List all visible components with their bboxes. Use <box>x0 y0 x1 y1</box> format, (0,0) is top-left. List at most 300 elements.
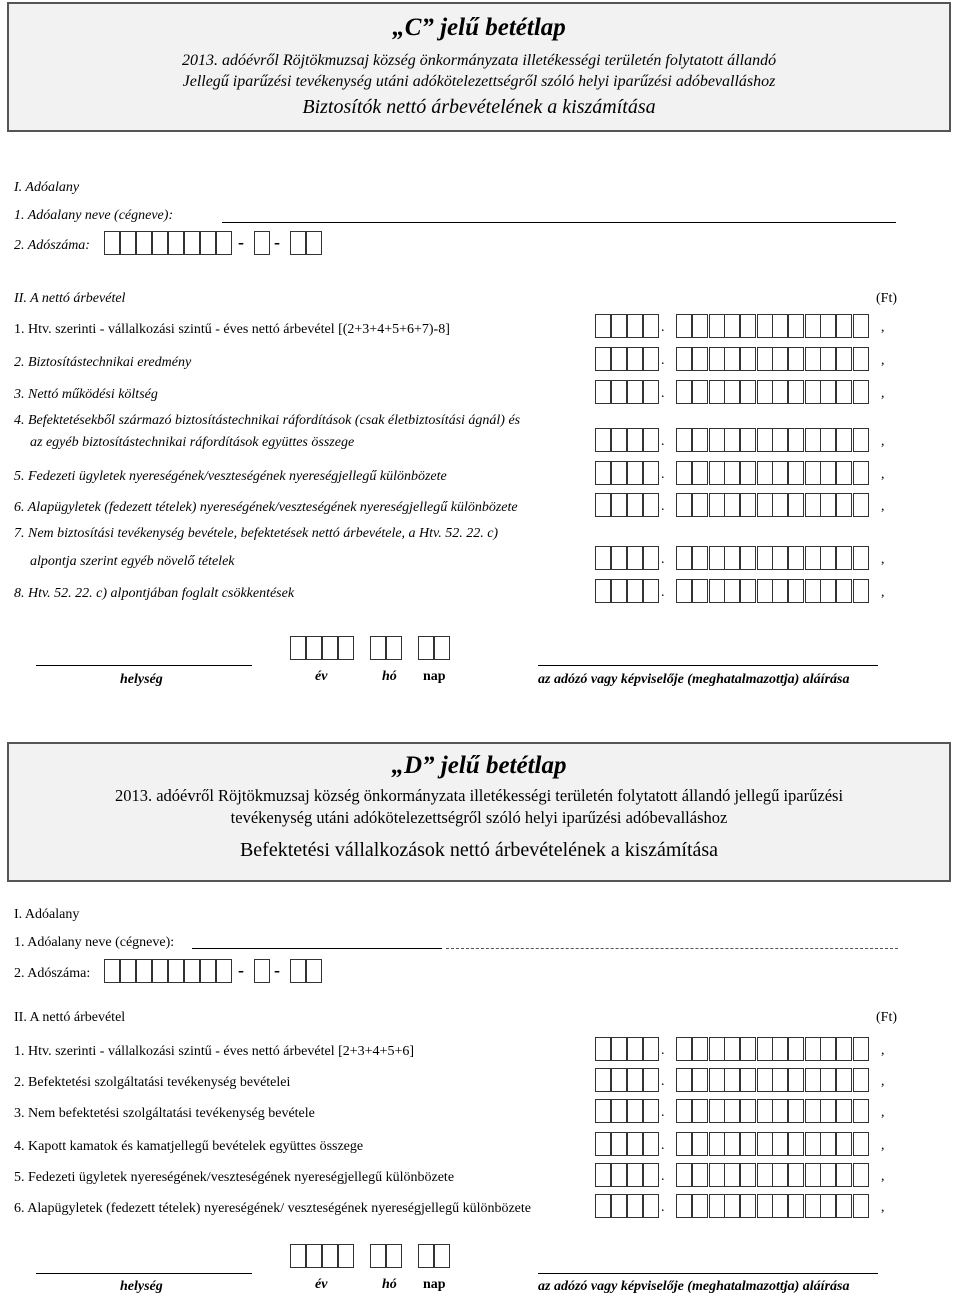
digit-box[interactable] <box>820 314 836 338</box>
digit-box[interactable] <box>676 1132 692 1156</box>
digit-box[interactable] <box>853 1068 869 1092</box>
title-d: „D” jelű betétlap <box>391 752 567 779</box>
digit-box[interactable] <box>627 1037 643 1061</box>
tax-dash: - <box>274 232 280 252</box>
digit-box[interactable] <box>740 1099 756 1123</box>
tax-digit-box[interactable] <box>216 231 232 255</box>
digit-box[interactable] <box>595 1163 611 1187</box>
digit-box[interactable] <box>676 347 692 371</box>
digit-box[interactable] <box>595 1194 611 1218</box>
digit-box[interactable] <box>836 428 852 452</box>
digit-box[interactable] <box>627 1194 643 1218</box>
digit-box[interactable] <box>820 380 836 404</box>
tax-digit-box[interactable] <box>184 231 200 255</box>
digit-box[interactable] <box>709 1037 725 1061</box>
row-label-d: 6. Alapügyletek (fedezett tételek) nyereségének/ veszteségének nyereségjellegű különbözete <box>14 1201 531 1216</box>
place-field-c[interactable] <box>36 665 252 666</box>
digit-box[interactable] <box>611 1068 627 1092</box>
digit-box[interactable] <box>595 347 611 371</box>
day-label-c: nap <box>423 669 446 684</box>
day-box[interactable] <box>418 636 434 660</box>
digit-box[interactable] <box>836 347 852 371</box>
digit-box[interactable] <box>709 579 725 603</box>
signature-field-d[interactable] <box>538 1273 878 1274</box>
digit-box[interactable] <box>643 579 659 603</box>
digit-box[interactable] <box>611 1037 627 1061</box>
digit-box[interactable] <box>740 1194 756 1218</box>
tax-dash: - <box>238 232 244 252</box>
tax-dash: - <box>274 960 280 980</box>
digit-box[interactable] <box>709 380 725 404</box>
digit-box[interactable] <box>692 428 708 452</box>
digit-box[interactable] <box>757 579 773 603</box>
digit-box[interactable] <box>820 579 836 603</box>
digit-box[interactable] <box>643 461 659 485</box>
digit-box[interactable] <box>676 493 692 517</box>
digit-box[interactable] <box>820 493 836 517</box>
tax-digit-box[interactable] <box>306 231 322 255</box>
digit-box[interactable] <box>772 461 788 485</box>
digit-box[interactable] <box>709 347 725 371</box>
digit-box[interactable] <box>627 579 643 603</box>
digit-box[interactable] <box>595 546 611 570</box>
digit-box[interactable] <box>788 347 804 371</box>
tax-digit-box[interactable] <box>200 231 216 255</box>
digit-box[interactable] <box>676 546 692 570</box>
year-box[interactable] <box>306 636 322 660</box>
digit-box[interactable] <box>709 461 725 485</box>
digit-box[interactable] <box>643 1068 659 1092</box>
digit-box[interactable] <box>627 461 643 485</box>
digit-box[interactable] <box>627 1132 643 1156</box>
place-field-d[interactable] <box>36 1273 252 1274</box>
digit-box[interactable] <box>853 461 869 485</box>
digit-box[interactable] <box>805 493 821 517</box>
digit-box[interactable] <box>853 1194 869 1218</box>
digit-box[interactable] <box>757 380 773 404</box>
digit-box[interactable] <box>805 1037 821 1061</box>
digit-box[interactable] <box>836 579 852 603</box>
digit-box[interactable] <box>757 347 773 371</box>
row-label-c: az egyéb biztosítástechnikai ráfordítások együttes összege <box>30 435 355 450</box>
digit-box[interactable] <box>772 546 788 570</box>
digit-box[interactable] <box>740 461 756 485</box>
digit-box[interactable] <box>595 493 611 517</box>
digit-box[interactable] <box>643 1132 659 1156</box>
digit-box[interactable] <box>692 493 708 517</box>
digit-box[interactable] <box>676 1194 692 1218</box>
row-label-c: 5. Fedezeti ügyletek nyereségének/veszteségének nyereségjellegű különbözete <box>14 469 447 484</box>
digit-box[interactable] <box>627 493 643 517</box>
digit-box[interactable] <box>611 347 627 371</box>
digit-box[interactable] <box>836 1163 852 1187</box>
digit-box[interactable] <box>836 461 852 485</box>
digit-box[interactable] <box>724 546 740 570</box>
digit-box[interactable] <box>757 1068 773 1092</box>
digit-box[interactable] <box>692 1099 708 1123</box>
signature-label-c: az adózó vagy képviselője (meghatalmazottja) aláírása <box>538 672 850 687</box>
row-label-c: 3. Nettó működési költség <box>14 387 158 402</box>
comma-separator: , <box>881 1043 885 1058</box>
tax-digit-box[interactable] <box>290 231 306 255</box>
digit-box[interactable] <box>627 546 643 570</box>
name-field-c[interactable] <box>222 222 896 223</box>
digit-box[interactable] <box>805 1099 821 1123</box>
digit-box[interactable] <box>611 1163 627 1187</box>
digit-box[interactable] <box>724 461 740 485</box>
digit-box[interactable] <box>724 428 740 452</box>
digit-box[interactable] <box>820 1132 836 1156</box>
digit-box[interactable] <box>788 1132 804 1156</box>
digit-box[interactable] <box>788 493 804 517</box>
tax-digit-box[interactable] <box>104 959 120 983</box>
year-box[interactable] <box>306 1244 322 1268</box>
digit-box[interactable] <box>627 1068 643 1092</box>
digit-box[interactable] <box>805 579 821 603</box>
digit-box[interactable] <box>836 1194 852 1218</box>
digit-box[interactable] <box>692 1163 708 1187</box>
digit-box[interactable] <box>820 347 836 371</box>
digit-box[interactable] <box>611 428 627 452</box>
month-box[interactable] <box>370 1244 386 1268</box>
digit-box[interactable] <box>692 1037 708 1061</box>
digit-box[interactable] <box>692 314 708 338</box>
digit-box[interactable] <box>740 493 756 517</box>
digit-box[interactable] <box>611 579 627 603</box>
year-box[interactable] <box>338 1244 354 1268</box>
tax-digit-box[interactable] <box>254 959 270 983</box>
digit-box[interactable] <box>709 1132 725 1156</box>
digit-box[interactable] <box>757 493 773 517</box>
digit-box[interactable] <box>676 1037 692 1061</box>
dot-separator: . <box>661 499 665 514</box>
digit-box[interactable] <box>643 314 659 338</box>
digit-box[interactable] <box>772 314 788 338</box>
digit-box[interactable] <box>772 1037 788 1061</box>
digit-box[interactable] <box>595 579 611 603</box>
digit-box[interactable] <box>820 428 836 452</box>
digit-box[interactable] <box>611 546 627 570</box>
digit-box[interactable] <box>740 380 756 404</box>
digit-box[interactable] <box>836 1037 852 1061</box>
signature-label-d: az adózó vagy képviselője (meghatalmazottja) aláírása <box>538 1279 850 1294</box>
digit-box[interactable] <box>772 1163 788 1187</box>
digit-box[interactable] <box>595 1037 611 1061</box>
digit-box[interactable] <box>757 461 773 485</box>
digit-box[interactable] <box>643 1194 659 1218</box>
digit-box[interactable] <box>788 1163 804 1187</box>
digit-box[interactable] <box>853 493 869 517</box>
year-box[interactable] <box>290 636 306 660</box>
digit-box[interactable] <box>788 546 804 570</box>
digit-box[interactable] <box>772 1132 788 1156</box>
digit-box[interactable] <box>643 493 659 517</box>
digit-box[interactable] <box>805 1132 821 1156</box>
digit-box[interactable] <box>805 428 821 452</box>
place-label-d: helység <box>120 1279 163 1294</box>
digit-box[interactable] <box>740 579 756 603</box>
digit-box[interactable] <box>853 1099 869 1123</box>
name-field-d[interactable] <box>192 948 442 949</box>
digit-box[interactable] <box>692 1132 708 1156</box>
digit-box[interactable] <box>676 461 692 485</box>
digit-box[interactable] <box>820 461 836 485</box>
digit-box[interactable] <box>820 1068 836 1092</box>
digit-box[interactable] <box>836 1068 852 1092</box>
digit-box[interactable] <box>836 546 852 570</box>
year-box[interactable] <box>322 1244 338 1268</box>
tax-digit-box[interactable] <box>136 959 152 983</box>
digit-box[interactable] <box>772 1099 788 1123</box>
digit-box[interactable] <box>788 428 804 452</box>
digit-box[interactable] <box>692 1194 708 1218</box>
digit-box[interactable] <box>724 493 740 517</box>
digit-box[interactable] <box>788 1194 804 1218</box>
name-label-c: 1. Adóalany neve (cégneve): <box>14 208 174 223</box>
digit-box[interactable] <box>772 1194 788 1218</box>
year-label-d: év <box>315 1277 328 1292</box>
tax-digit-box[interactable] <box>216 959 232 983</box>
digit-box[interactable] <box>676 579 692 603</box>
day-box[interactable] <box>434 636 450 660</box>
digit-box[interactable] <box>853 1163 869 1187</box>
year-box[interactable] <box>322 636 338 660</box>
digit-box[interactable] <box>692 579 708 603</box>
digit-box[interactable] <box>805 1194 821 1218</box>
dot-separator: . <box>661 1169 665 1184</box>
digit-box[interactable] <box>627 347 643 371</box>
digit-box[interactable] <box>611 1099 627 1123</box>
digit-box[interactable] <box>805 380 821 404</box>
digit-box[interactable] <box>643 380 659 404</box>
digit-box[interactable] <box>836 314 852 338</box>
digit-box[interactable] <box>643 1163 659 1187</box>
digit-box[interactable] <box>820 1194 836 1218</box>
digit-box[interactable] <box>805 314 821 338</box>
tax-digit-box[interactable] <box>168 231 184 255</box>
dot-separator: . <box>661 1105 665 1120</box>
tax-digit-box[interactable] <box>152 959 168 983</box>
digit-box[interactable] <box>643 546 659 570</box>
header-line1-c: 2013. adóévről Röjtökmuzsaj község önkormányzata illetékességi területén folytatott állandó <box>181 52 777 69</box>
digit-box[interactable] <box>772 1068 788 1092</box>
digit-box[interactable] <box>740 314 756 338</box>
digit-box[interactable] <box>595 1068 611 1092</box>
day-box[interactable] <box>434 1244 450 1268</box>
digit-box[interactable] <box>788 1068 804 1092</box>
digit-box[interactable] <box>611 493 627 517</box>
digit-box[interactable] <box>853 314 869 338</box>
digit-box[interactable] <box>805 1163 821 1187</box>
name-label-d: 1. Adóalany neve (cégneve): <box>14 935 175 950</box>
digit-box[interactable] <box>788 314 804 338</box>
tax-label-d: 2. Adószáma: <box>14 966 91 981</box>
digit-box[interactable] <box>611 380 627 404</box>
dot-separator: . <box>661 320 665 335</box>
digit-box[interactable] <box>709 428 725 452</box>
digit-box[interactable] <box>853 579 869 603</box>
digit-box[interactable] <box>643 347 659 371</box>
digit-box[interactable] <box>611 314 627 338</box>
digit-box[interactable] <box>836 380 852 404</box>
digit-box[interactable] <box>740 428 756 452</box>
digit-box[interactable] <box>643 428 659 452</box>
digit-box[interactable] <box>611 461 627 485</box>
digit-box[interactable] <box>627 1099 643 1123</box>
digit-box[interactable] <box>709 314 725 338</box>
digit-box[interactable] <box>820 1037 836 1061</box>
digit-box[interactable] <box>820 1163 836 1187</box>
digit-box[interactable] <box>724 1099 740 1123</box>
digit-box[interactable] <box>692 380 708 404</box>
digit-box[interactable] <box>805 1068 821 1092</box>
digit-box[interactable] <box>772 347 788 371</box>
digit-box[interactable] <box>627 428 643 452</box>
digit-box[interactable] <box>627 314 643 338</box>
digit-box[interactable] <box>820 546 836 570</box>
tax-digit-box[interactable] <box>152 231 168 255</box>
digit-box[interactable] <box>627 380 643 404</box>
digit-box[interactable] <box>788 579 804 603</box>
digit-box[interactable] <box>676 314 692 338</box>
digit-box[interactable] <box>724 1194 740 1218</box>
digit-box[interactable] <box>595 461 611 485</box>
digit-box[interactable] <box>836 493 852 517</box>
digit-box[interactable] <box>853 1132 869 1156</box>
digit-box[interactable] <box>692 546 708 570</box>
digit-box[interactable] <box>788 461 804 485</box>
digit-box[interactable] <box>820 1099 836 1123</box>
digit-box[interactable] <box>853 428 869 452</box>
digit-box[interactable] <box>595 428 611 452</box>
digit-box[interactable] <box>772 493 788 517</box>
digit-box[interactable] <box>757 1037 773 1061</box>
digit-box[interactable] <box>853 546 869 570</box>
digit-box[interactable] <box>757 1099 773 1123</box>
digit-box[interactable] <box>643 1099 659 1123</box>
digit-box[interactable] <box>788 1037 804 1061</box>
digit-box[interactable] <box>740 1132 756 1156</box>
digit-box[interactable] <box>709 546 725 570</box>
digit-box[interactable] <box>611 1194 627 1218</box>
digit-box[interactable] <box>772 380 788 404</box>
digit-box[interactable] <box>709 1194 725 1218</box>
month-box[interactable] <box>370 636 386 660</box>
tax-digit-box[interactable] <box>136 231 152 255</box>
tax-digit-box[interactable] <box>104 231 120 255</box>
name-field-d-extra[interactable] <box>446 948 898 949</box>
digit-box[interactable] <box>676 1068 692 1092</box>
day-box[interactable] <box>418 1244 434 1268</box>
digit-box[interactable] <box>595 314 611 338</box>
signature-field-c[interactable] <box>538 665 878 666</box>
tax-digit-box[interactable] <box>200 959 216 983</box>
digit-box[interactable] <box>724 1037 740 1061</box>
digit-box[interactable] <box>805 461 821 485</box>
digit-box[interactable] <box>676 428 692 452</box>
digit-box[interactable] <box>740 546 756 570</box>
digit-box[interactable] <box>788 380 804 404</box>
row-label-d: 1. Htv. szerinti - vállalkozási szintű - éves nettó árbevétel [2+3+4+5+6] <box>14 1044 414 1059</box>
dot-separator: . <box>661 386 665 401</box>
digit-box[interactable] <box>724 1068 740 1092</box>
digit-box[interactable] <box>772 579 788 603</box>
digit-box[interactable] <box>709 1099 725 1123</box>
digit-box[interactable] <box>757 1194 773 1218</box>
month-box[interactable] <box>386 636 402 660</box>
comma-separator: , <box>881 585 885 600</box>
tax-digit-box[interactable] <box>306 959 322 983</box>
tax-digit-box[interactable] <box>120 959 136 983</box>
digit-box[interactable] <box>676 1099 692 1123</box>
digit-box[interactable] <box>836 1099 852 1123</box>
digit-box[interactable] <box>724 380 740 404</box>
digit-box[interactable] <box>740 347 756 371</box>
digit-box[interactable] <box>757 1132 773 1156</box>
digit-box[interactable] <box>853 1037 869 1061</box>
digit-box[interactable] <box>836 1132 852 1156</box>
digit-box[interactable] <box>724 347 740 371</box>
digit-box[interactable] <box>740 1068 756 1092</box>
digit-box[interactable] <box>853 347 869 371</box>
year-box[interactable] <box>338 636 354 660</box>
unit-label-d: (Ft) <box>876 1010 897 1025</box>
digit-box[interactable] <box>676 1163 692 1187</box>
tax-digit-box[interactable] <box>120 231 136 255</box>
digit-box[interactable] <box>757 314 773 338</box>
digit-box[interactable] <box>724 579 740 603</box>
digit-box[interactable] <box>724 1132 740 1156</box>
dot-separator: . <box>661 1074 665 1089</box>
digit-box[interactable] <box>757 1163 773 1187</box>
digit-box[interactable] <box>788 1099 804 1123</box>
row-label-d: 3. Nem befektetési szolgáltatási tevékenység bevétele <box>14 1106 315 1121</box>
year-box[interactable] <box>290 1244 306 1268</box>
digit-box[interactable] <box>595 1099 611 1123</box>
digit-box[interactable] <box>772 428 788 452</box>
digit-box[interactable] <box>805 546 821 570</box>
month-box[interactable] <box>386 1244 402 1268</box>
digit-box[interactable] <box>643 1037 659 1061</box>
tax-digit-box[interactable] <box>168 959 184 983</box>
digit-box[interactable] <box>805 347 821 371</box>
digit-box[interactable] <box>692 461 708 485</box>
digit-box[interactable] <box>627 1163 643 1187</box>
digit-box[interactable] <box>692 347 708 371</box>
digit-box[interactable] <box>724 314 740 338</box>
digit-box[interactable] <box>740 1037 756 1061</box>
digit-box[interactable] <box>692 1068 708 1092</box>
digit-box[interactable] <box>676 380 692 404</box>
digit-box[interactable] <box>611 1132 627 1156</box>
row-label-c: 4. Befektetésekből származó biztosítástechnikai ráfordítások (csak életbiztosítási ágnál) és <box>14 413 521 428</box>
digit-box[interactable] <box>595 380 611 404</box>
digit-box[interactable] <box>724 1163 740 1187</box>
digit-box[interactable] <box>853 380 869 404</box>
tax-digit-box[interactable] <box>184 959 200 983</box>
digit-box[interactable] <box>757 546 773 570</box>
tax-digit-box[interactable] <box>254 231 270 255</box>
digit-box[interactable] <box>709 493 725 517</box>
tax-digit-box[interactable] <box>290 959 306 983</box>
digit-box[interactable] <box>740 1163 756 1187</box>
row-label-c: 2. Biztosítástechnikai eredmény <box>14 355 192 370</box>
digit-box[interactable] <box>757 428 773 452</box>
digit-box[interactable] <box>709 1068 725 1092</box>
header-d <box>7 742 951 882</box>
digit-box[interactable] <box>709 1163 725 1187</box>
digit-box[interactable] <box>595 1132 611 1156</box>
